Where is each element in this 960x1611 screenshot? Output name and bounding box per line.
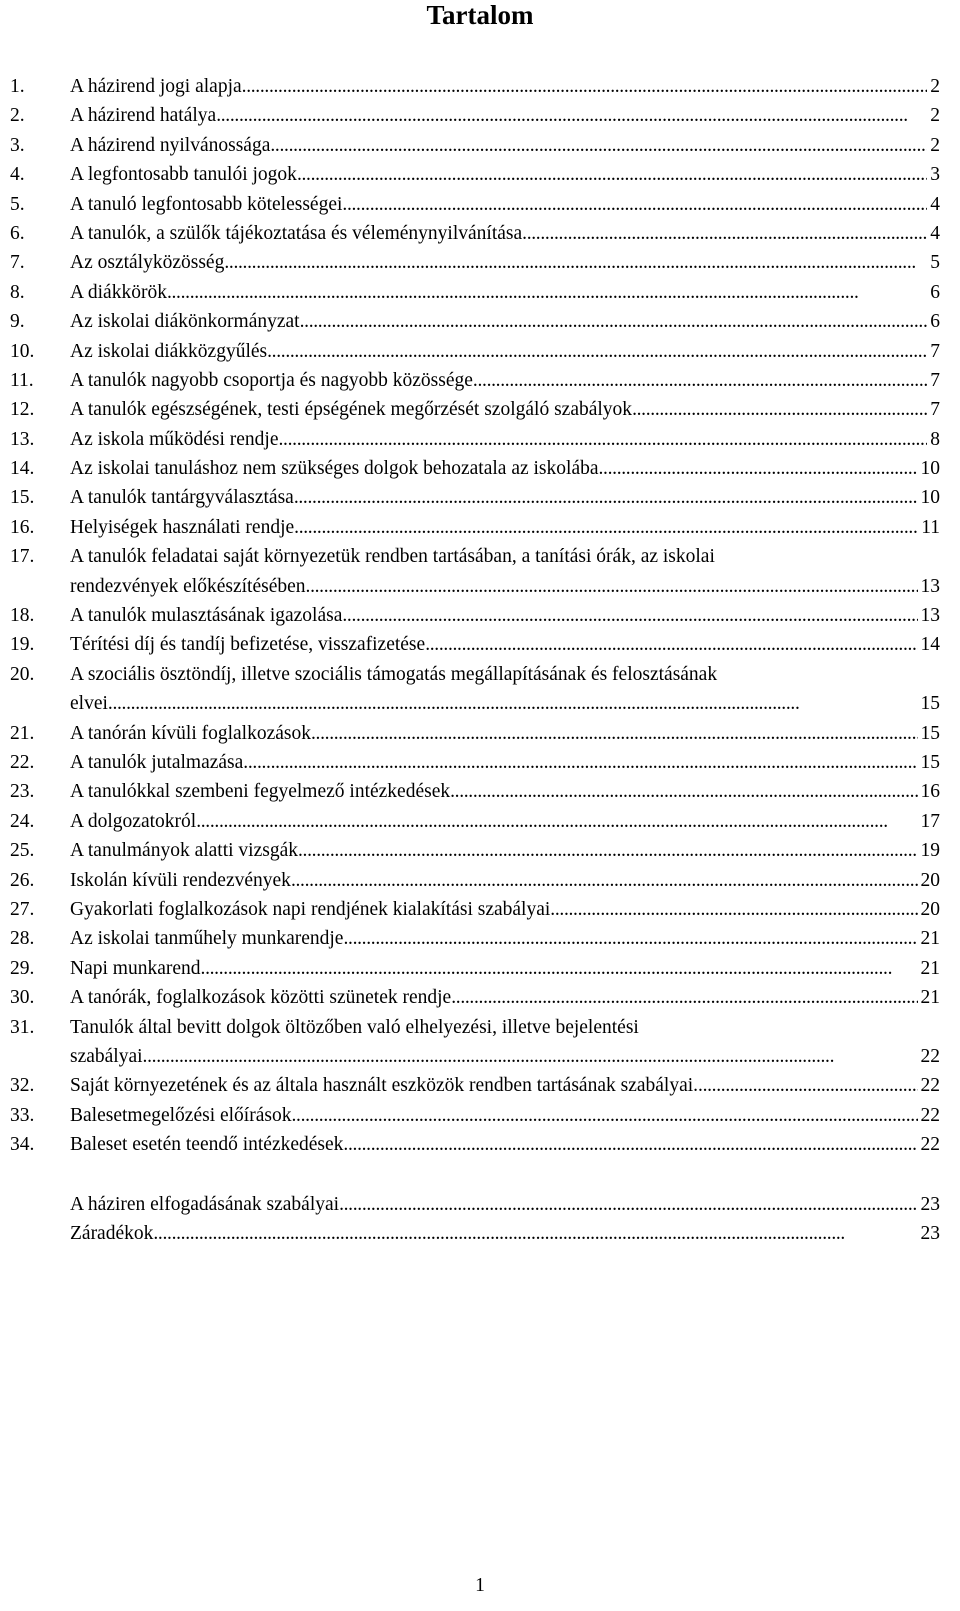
toc-entry[interactable] [10, 454, 940, 483]
dot-leader [343, 924, 917, 953]
toc-entry-number: 10. [10, 340, 35, 362]
toc-page-number[interactable]: 5 [930, 252, 940, 274]
toc-page-number[interactable]: 19 [920, 840, 940, 862]
dot-leader [279, 425, 928, 454]
toc-entry[interactable] [10, 307, 940, 336]
toc-entry-number: 6. [10, 222, 25, 244]
toc-entry-title[interactable]: Napi munkarend [70, 957, 201, 979]
toc-entry[interactable] [10, 807, 940, 836]
toc-extra-entry[interactable] [10, 1190, 940, 1219]
toc-entry[interactable] [10, 395, 940, 424]
spacer [10, 1160, 940, 1190]
toc-entry-title[interactable]: A dolgozatokról [70, 810, 197, 832]
toc-entry-title[interactable]: Helyiségek használati rendje [70, 516, 295, 538]
toc-entry[interactable] [10, 248, 940, 277]
dot-leader [294, 513, 918, 542]
toc-entry[interactable] [10, 483, 940, 512]
toc-entry[interactable] [10, 1071, 940, 1100]
page-title: Tartalom [426, 0, 534, 30]
toc-entry-title[interactable]: A tanórák, foglalkozások közötti szünetek rendje [70, 987, 452, 1009]
dot-leader [306, 572, 918, 601]
toc-entry-number: 21. [10, 722, 35, 744]
toc-entry-title[interactable]: Az iskolai diákönkormányzat [70, 311, 300, 333]
toc-entry[interactable] [10, 954, 940, 983]
toc-entry-title[interactable]: Térítési díj és tandíj befizetése, visszafizetése [70, 634, 426, 656]
toc-entry-title[interactable]: Gyakorlati foglalkozások napi rendjének kialakítási szabályai [70, 898, 551, 920]
toc-page-number[interactable]: 22 [920, 1104, 940, 1126]
toc-entry[interactable] [10, 131, 940, 160]
toc-page-number[interactable]: 13 [920, 575, 940, 597]
dot-leader [167, 278, 927, 307]
page-number: 1 [475, 1575, 485, 1596]
toc-page-number[interactable]: 22 [920, 1045, 940, 1067]
toc-entry-title-line1[interactable]: A tanulók feladatai saját környezetük rendben tartásában, a tanítási órák, az iskolai [70, 546, 715, 568]
toc-entry[interactable] [10, 278, 940, 307]
dot-leader [311, 719, 918, 748]
dot-leader [294, 483, 918, 512]
toc-entry-number: 25. [10, 840, 35, 862]
toc-page-number[interactable]: 7 [930, 369, 940, 391]
dot-leader [196, 807, 917, 836]
toc-entry-title[interactable]: A tanórán kívüli foglalkozások [70, 722, 311, 744]
toc-page-number[interactable]: 11 [921, 516, 940, 538]
toc-entry[interactable] [10, 1101, 940, 1130]
toc-page-number[interactable]: 20 [920, 869, 940, 891]
toc-entry-title[interactable]: Iskolán kívüli rendezvények [70, 869, 291, 891]
toc-entry[interactable] [10, 425, 940, 454]
toc-page-number[interactable]: 15 [920, 693, 940, 715]
toc-entry-number: 18. [10, 605, 35, 627]
toc-entry[interactable] [10, 983, 940, 1012]
toc-entry-number: 12. [10, 399, 35, 421]
dot-leader [342, 190, 927, 219]
toc-entry-title[interactable]: Az iskola működési rendje [70, 428, 279, 450]
dot-leader [291, 866, 918, 895]
toc-page-number[interactable]: 23 [920, 1222, 940, 1244]
toc-entry[interactable] [10, 895, 940, 924]
toc-entry-title-line1[interactable]: A szociális ösztöndíj, illetve szociális támogatás megállapításának és felosztásának [70, 663, 718, 685]
dot-leader [522, 219, 927, 248]
toc-entry-title[interactable]: A házirend hatálya [70, 105, 217, 127]
toc-entry[interactable] [10, 748, 940, 777]
toc-entry-title[interactable]: A diákkörök [70, 281, 167, 303]
toc-entry-number: 4. [10, 164, 25, 186]
toc-entry-number: 11. [10, 369, 34, 391]
toc-entry-number: 30. [10, 987, 35, 1009]
dot-leader [143, 1042, 918, 1071]
table-of-contents [10, 72, 940, 1248]
dot-leader [108, 689, 918, 718]
dot-leader [270, 131, 927, 160]
toc-entry-title[interactable]: A tanulók tantárgyválasztása [70, 487, 294, 509]
toc-entry[interactable] [10, 542, 940, 601]
toc-entry[interactable] [10, 101, 940, 130]
toc-entry-number: 16. [10, 516, 35, 538]
toc-entry-number: 17. [10, 546, 35, 568]
dot-leader [425, 630, 917, 659]
toc-page-number[interactable]: 14 [920, 634, 940, 656]
dot-leader [599, 454, 918, 483]
toc-entry[interactable] [10, 337, 940, 366]
toc-entry-number: 28. [10, 928, 35, 950]
toc-page-number[interactable]: 22 [920, 1134, 940, 1156]
toc-entry-title[interactable]: szabályai [70, 1045, 143, 1067]
dot-leader [339, 1190, 917, 1219]
toc-entry[interactable] [10, 777, 940, 806]
toc-entry-number: 26. [10, 869, 35, 891]
toc-page-number[interactable]: 15 [920, 752, 940, 774]
toc-entry-number: 15. [10, 487, 35, 509]
toc-page-number[interactable]: 21 [920, 928, 940, 950]
toc-entry-number: 8. [10, 281, 25, 303]
toc-entry[interactable] [10, 72, 940, 101]
dot-leader [450, 777, 917, 806]
toc-page-number[interactable]: 23 [920, 1193, 940, 1215]
toc-entry-number: 29. [10, 957, 35, 979]
toc-entry-number: 34. [10, 1134, 35, 1156]
toc-entry[interactable] [10, 660, 940, 719]
toc-entry-number: 31. [10, 1016, 35, 1038]
toc-page-number[interactable]: 20 [920, 898, 940, 920]
toc-entry-number: 5. [10, 193, 25, 215]
toc-entry-number: 22. [10, 752, 35, 774]
toc-entry-title[interactable]: A legfontosabb tanulói jogok [70, 164, 297, 186]
toc-entry-title[interactable]: A tanulók, a szülők tájékoztatása és véleménynyilvánítása [70, 222, 523, 244]
dot-leader [297, 160, 927, 189]
toc-entry[interactable] [10, 630, 940, 659]
toc-page-number[interactable]: 2 [930, 134, 940, 156]
dot-leader [242, 72, 928, 101]
toc-entry-title[interactable]: A tanulók egészségének, testi épségének megőrzését szolgáló szabályok [70, 399, 633, 421]
toc-entry-title[interactable]: A tanuló legfontosabb kötelességei [70, 193, 343, 215]
toc-entry-title[interactable]: A háziren elfogadásának szabályai [70, 1193, 340, 1215]
dot-leader [343, 1130, 917, 1159]
toc-entry-number: 24. [10, 810, 35, 832]
dot-leader [216, 101, 927, 130]
toc-entry[interactable] [10, 924, 940, 953]
toc-entry-title[interactable]: Záradékok [70, 1222, 154, 1244]
dot-leader [550, 895, 917, 924]
toc-page-number[interactable]: 13 [920, 605, 940, 627]
dot-leader [224, 248, 927, 277]
toc-entry-title[interactable]: A házirend jogi alapja [70, 76, 242, 97]
toc-page-number[interactable]: 6 [930, 311, 940, 333]
toc-page-number[interactable]: 4 [930, 193, 940, 215]
toc-entry-number: 3. [10, 134, 25, 156]
toc-entry-number: 13. [10, 428, 35, 450]
toc-entry[interactable] [10, 719, 940, 748]
toc-entry[interactable] [10, 513, 940, 542]
toc-entry[interactable] [10, 601, 940, 630]
toc-entry-title[interactable]: A házirend nyilvánossága [70, 134, 271, 156]
toc-page-number[interactable]: 10 [920, 458, 940, 480]
toc-page-number[interactable]: 6 [930, 281, 940, 303]
dot-leader [243, 748, 917, 777]
toc-entry-title[interactable]: elvei [70, 693, 108, 715]
dot-leader [267, 337, 927, 366]
toc-page-number[interactable]: 3 [930, 164, 940, 186]
toc-entry-title[interactable]: A tanulókkal szembeni fegyelmező intézkedések [70, 781, 451, 803]
toc-entry-title[interactable]: Az iskolai tanműhely munkarendje [70, 928, 344, 950]
dot-leader [632, 395, 927, 424]
toc-entry-title[interactable]: Baleset esetén teendő intézkedések [70, 1134, 344, 1156]
toc-entry-title-line1[interactable]: Tanulók által bevitt dolgok öltözőben való elhelyezési, illetve bejelentési [70, 1016, 639, 1038]
toc-page-number[interactable]: 17 [920, 810, 940, 832]
toc-page-number[interactable]: 7 [930, 399, 940, 421]
toc-entry-title[interactable]: Az iskolai diákközgyűlés [70, 340, 268, 362]
toc-entry[interactable] [10, 219, 940, 248]
toc-entry-number: 27. [10, 898, 35, 920]
toc-page-number[interactable]: 7 [930, 340, 940, 362]
dot-leader [342, 601, 917, 630]
toc-entry-title[interactable]: A tanulók nagyobb csoportja és nagyobb közössége [70, 369, 473, 391]
toc-entry-number: 32. [10, 1075, 35, 1097]
dot-leader [153, 1219, 917, 1248]
dot-leader [300, 307, 928, 336]
toc-page-number[interactable]: 21 [920, 957, 940, 979]
toc-page-number[interactable]: 15 [920, 722, 940, 744]
dot-leader [298, 836, 918, 865]
toc-page-number[interactable]: 8 [930, 428, 940, 450]
toc-entry-number: 20. [10, 663, 35, 685]
dot-leader [201, 954, 918, 983]
toc-entry-number: 9. [10, 311, 25, 333]
toc-page-number[interactable]: 22 [920, 1075, 940, 1097]
toc-entry[interactable] [10, 836, 940, 865]
toc-entry-title[interactable]: A tanulók jutalmazása [70, 752, 244, 774]
toc-entry-title[interactable]: A tanulók mulasztásának igazolása [70, 605, 343, 627]
toc-page-number[interactable]: 4 [930, 222, 940, 244]
toc-entry-title[interactable]: Saját környezetének és az általa használt eszközök rendben tartásának szabályai. [70, 1075, 699, 1097]
toc-page-number[interactable]: 2 [930, 105, 940, 127]
toc-entry-number: 23. [10, 781, 35, 803]
toc-page-number[interactable]: 2 [930, 76, 940, 97]
dot-leader [698, 1071, 917, 1100]
toc-entry[interactable] [10, 366, 940, 395]
toc-entry-number: 2. [10, 105, 25, 127]
toc-entry[interactable] [10, 160, 940, 189]
toc-page-number[interactable]: 16 [920, 781, 940, 803]
toc-entry-number: 1. [10, 76, 25, 97]
toc-entry-title[interactable]: A tanulmányok alatti vizsgák [70, 840, 298, 862]
toc-entry-title[interactable]: Az osztályközösség [70, 252, 225, 274]
toc-entry[interactable] [10, 1130, 940, 1159]
toc-entry-title[interactable]: Az iskolai tanuláshoz nem szükséges dolgok behozatala az iskolába [70, 458, 599, 480]
toc-entry-number: 19. [10, 634, 35, 656]
dot-leader [291, 1101, 917, 1130]
toc-entry-number: 7. [10, 252, 25, 274]
dot-leader [473, 366, 927, 395]
toc-extra-entry[interactable] [10, 1219, 940, 1248]
toc-entry-number: 14. [10, 458, 35, 480]
dot-leader [451, 983, 917, 1012]
toc-entry-title[interactable]: rendezvények előkészítésében [70, 575, 306, 597]
toc-entry-title[interactable]: Balesetmegelőzési előírások [70, 1104, 292, 1126]
toc-page-number[interactable]: 21 [920, 987, 940, 1009]
toc-entry[interactable] [10, 190, 940, 219]
toc-page-number[interactable]: 10 [920, 487, 940, 509]
toc-entry[interactable] [10, 1013, 940, 1072]
toc-entry[interactable] [10, 866, 940, 895]
toc-entry-number: 33. [10, 1104, 35, 1126]
